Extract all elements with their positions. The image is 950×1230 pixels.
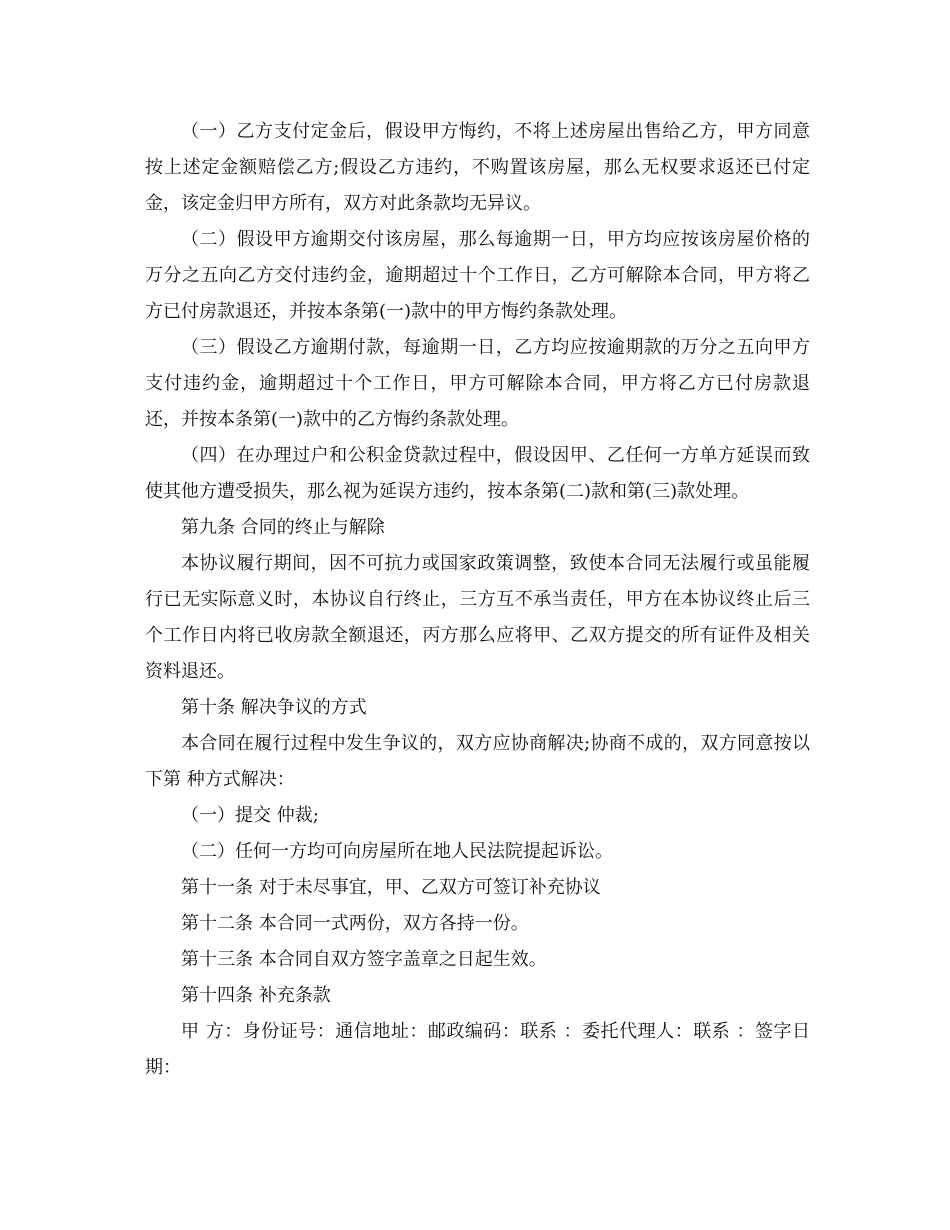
clause-10-heading: 第十条 解决争议的方式 [181, 697, 367, 718]
clause-8-item-3: （三）假设乙方逾期付款，每逾期一日，乙方均应按逾期款的万分之五向甲方支付违约金，逾期超过十个工作日，甲方可解除本合同，甲方将乙方已付房款退还，并按本条第(一)款中的乙方悔约条款处理。 [145, 337, 810, 430]
clause-13: 第十三条 本合同自双方签字盖章之日起生效。 [181, 949, 547, 970]
clause-8-item-2: （二）假设甲方逾期交付该房屋，那么每逾期一日，甲方均应按该房屋价格的万分之五向乙方交付违约金，逾期超过十个工作日，乙方可解除本合同，甲方将乙方已付房款退还，并按本条第(一)款中的甲方悔约条款处理。 [145, 229, 810, 322]
clause-10-option-2: （二）任何一方均可向房屋所在地人民法院提起诉讼。 [181, 841, 613, 862]
clause-12: 第十二条 本合同一式两份，双方各持一份。 [181, 913, 529, 934]
clause-14-heading: 第十四条 补充条款 [181, 985, 331, 1006]
clause-11: 第十一条 对于未尽事宜，甲、乙双方可签订补充协议 [181, 877, 601, 898]
document-body [145, 114, 810, 1086]
clause-10-option-1: （一）提交 仲裁; [181, 805, 319, 826]
clause-10-body: 本合同在履行过程中发生争议的，双方应协商解决;协商不成的，双方同意按以下第 种方式解决： [145, 733, 810, 790]
clause-8-item-1: （一）乙方支付定金后，假设甲方悔约，不将上述房屋出售给乙方，甲方同意按上述定金额赔偿乙方;假设乙方违约，不购置该房屋，那么无权要求返还已付定金，该定金归甲方所有，双方对此条款均无异议。 [145, 121, 810, 214]
clause-9-heading: 第九条 合同的终止与解除 [181, 517, 385, 538]
party-a-signature-block: 甲 方：身份证号：通信地址：邮政编码：联系 ：委托代理人：联系 ：签字日期： [145, 1021, 810, 1078]
clause-9-body: 本协议履行期间，因不可抗力或国家政策调整，致使本合同无法履行或虽能履行已无实际意义时，本协议自行终止，三方互不承当责任，甲方在本协议终止后三个工作日内将已收房款全额退还，丙方那么应将甲、乙双方提交的所有证件及相关资料退还。 [145, 553, 810, 682]
clause-8-item-4: （四）在办理过户和公积金贷款过程中，假设因甲、乙任何一方单方延误而致使其他方遭受损失，那么视为延误方违约，按本条第(二)款和第(三)款处理。 [145, 445, 810, 502]
